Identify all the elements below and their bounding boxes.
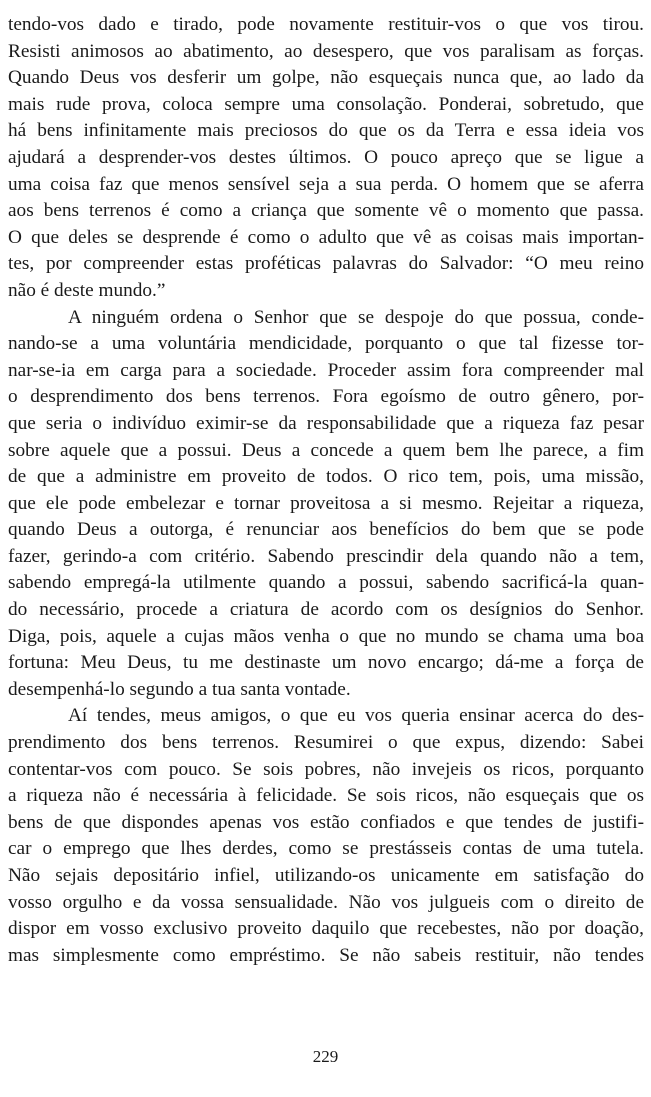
text-line: que ele pode embelezar e tornar proveitosa a si mesmo. Rejeitar a riqueza, (8, 492, 644, 514)
paragraph-2 (8, 305, 644, 704)
text-line: dispor em vosso exclusivo proveito daquilo que recebestes, não por doação, (8, 918, 644, 940)
text-line: há bens infinitamente mais preciosos do que os da Terra e essa ideia vos (8, 120, 644, 142)
text-line: car o emprego que lhes derdes, como se prestásseis contas de uma tutela. (8, 838, 644, 860)
text-line: a riqueza não é necessária à felicidade. Se sois ricos, não esqueçais que os (8, 785, 644, 807)
text-line: fazer, gerindo-a com critério. Sabendo prescindir dela quando não a tem, (8, 545, 644, 567)
text-line: nar-se-ia em carga para a sociedade. Proceder assim fora compreender mal (8, 359, 644, 381)
text-line: que seria o indivíduo eximir-se da responsabilidade que a riqueza faz pesar (8, 412, 644, 434)
text-line: o desprendimento dos bens terrenos. Fora egoísmo de outro gênero, por- (8, 386, 644, 408)
text-line: do necessário, procede a criatura de acordo com os desígnios do Senhor. (8, 599, 644, 621)
text-line: nando-se a uma voluntária mendicidade, porquanto o que tal fizesse tor- (8, 333, 644, 355)
text-line: de que a administre em proveito de todos. O rico tem, pois, uma missão, (8, 466, 644, 488)
text-line: Resisti animosos ao abatimento, ao desespero, que vos paralisam as forças. (8, 40, 644, 62)
text-line: fortuna: Meu Deus, tu me destinaste um novo encargo; dá-me a força de (8, 652, 644, 674)
text-line: Aí tendes, meus amigos, o que eu vos queria ensinar acerca do des- (68, 705, 644, 727)
text-line: ajudará a desprender-vos destes últimos. O pouco apreço que se ligue a (8, 146, 644, 168)
text-line: uma coisa faz que menos sensível seja a sua perda. O homem que se aferra (8, 173, 644, 195)
text-line: contentar-vos com pouco. Se sois pobres, não invejeis os ricos, porquanto (8, 758, 644, 780)
text-line: sobre aquele que a possui. Deus a concede a quem bem lhe parece, a fim (8, 439, 644, 461)
text-line: mais rude prova, coloca sempre uma consolação. Ponderai, sobretudo, que (8, 93, 644, 115)
text-line: Diga, pois, aquele a cujas mãos venha o que no mundo se chama uma boa (8, 625, 644, 647)
text-line: O que deles se desprende é como o adulto que vê as coisas mais importan- (8, 226, 644, 248)
text-line: vosso orgulho e da vossa sensualidade. Não vos julgueis com o direito de (8, 891, 644, 913)
text-line: bens de que dispondes apenas vos estão confiados e que tendes de justifi- (8, 811, 644, 833)
text-line: Quando Deus vos desferir um golpe, não esqueçais nunca que, ao lado da (8, 67, 644, 89)
text-line: prendimento dos bens terrenos. Resumirei o que expus, dizendo: Sabei (8, 732, 644, 754)
paragraph-1 (8, 12, 644, 305)
text-line: quando Deus a outorga, é renunciar aos benefícios do bem que se pode (8, 519, 644, 541)
text-line: desempenhá-lo segundo a tua santa vontade. (8, 678, 351, 700)
text-line: A ninguém ordena o Senhor que se despoje do que possua, conde- (68, 306, 644, 328)
page-body (8, 12, 644, 969)
paragraph-3 (8, 703, 644, 969)
text-line: tendo-vos dado e tirado, pode novamente restituir-vos o que vos tirou. (8, 14, 644, 35)
text-line: aos bens terrenos é como a criança que somente vê o momento que passa. (8, 200, 644, 222)
text-line: não é deste mundo.” (8, 279, 166, 301)
text-line: Não sejais depositário infiel, utilizando-os unicamente em satisfação do (8, 865, 644, 886)
text-line: sabendo empregá-la utilmente quando a possui, sabendo sacrificá-la quan- (8, 572, 644, 594)
text-line: tes, por compreender estas proféticas palavras do Salvador: “O meu reino (8, 253, 644, 275)
text-line: mas simplesmente como empréstimo. Se não sabeis restituir, não tendes (8, 944, 644, 966)
page-number: 229 (312, 1047, 339, 1066)
